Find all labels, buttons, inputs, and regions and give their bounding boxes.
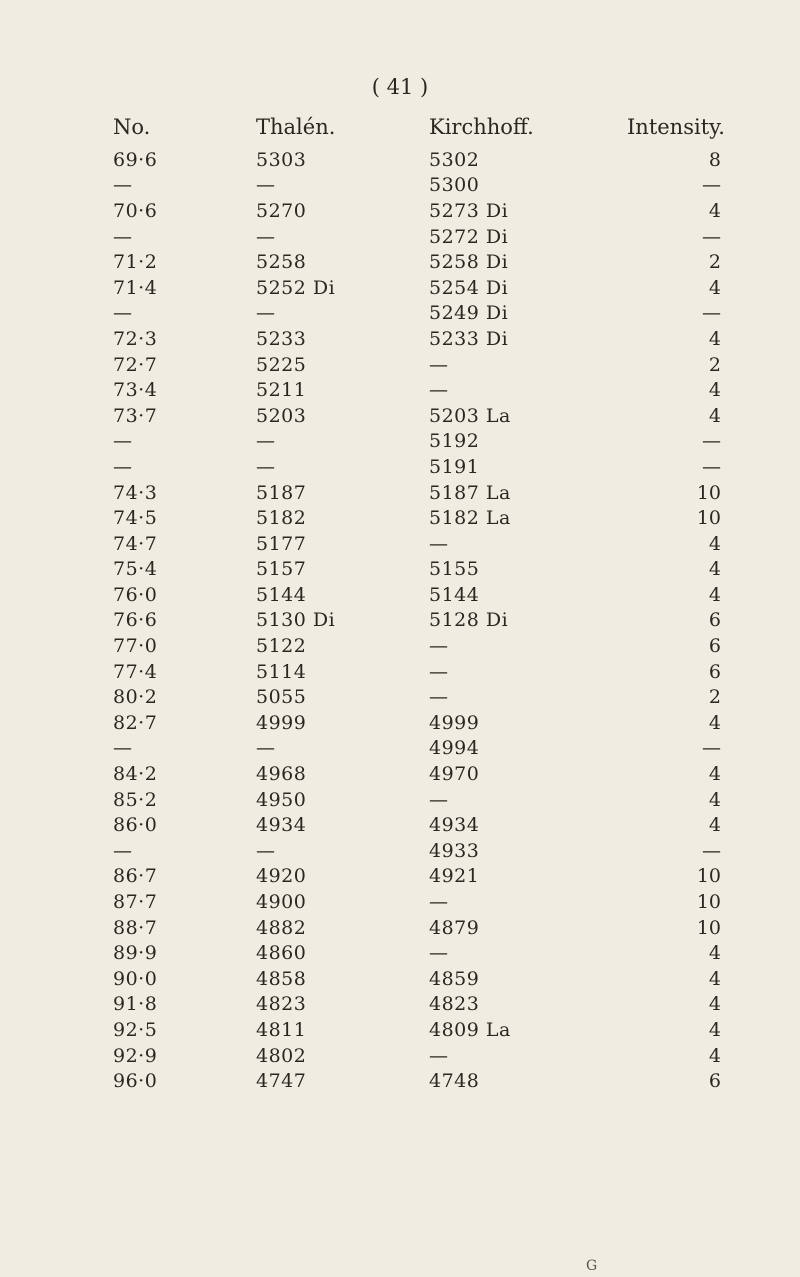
table-row (113, 429, 739, 455)
cell-thalen: — (256, 455, 276, 478)
cell-intensity: 10 (696, 507, 721, 530)
cell-intensity: 4 (708, 763, 721, 786)
cell-no: — (113, 839, 133, 862)
cell-thalen: 5303 (256, 148, 307, 171)
cell-intensity: 4 (708, 404, 721, 427)
table-header-row (113, 115, 739, 147)
cell-no: 71·2 (113, 251, 158, 274)
cell-kirchhoff: — (429, 788, 449, 811)
cell-thalen: — (256, 174, 276, 197)
table-row (113, 684, 739, 710)
cell-no: 77·4 (113, 660, 158, 683)
cell-no: 87·7 (113, 891, 158, 914)
table-row (113, 608, 739, 634)
cell-intensity: — (702, 225, 721, 248)
cell-no: — (113, 174, 133, 197)
cell-thalen: 4934 (256, 814, 307, 837)
cell-thalen: 4802 (256, 1044, 307, 1067)
cell-no: 75·4 (113, 558, 158, 581)
cell-no: 88·7 (113, 916, 158, 939)
cell-kirchhoff: 4970 (429, 763, 480, 786)
cell-no: 90·0 (113, 967, 158, 990)
cell-thalen: 5270 (256, 199, 307, 222)
cell-no: 86·0 (113, 814, 158, 837)
cell-intensity: 8 (708, 148, 721, 171)
cell-intensity: 4 (708, 583, 721, 606)
cell-no: — (113, 225, 133, 248)
table-row (113, 352, 739, 378)
cell-intensity: 4 (708, 967, 721, 990)
cell-thalen: 5211 (256, 379, 307, 402)
table-row (113, 633, 739, 659)
cell-kirchhoff: 5258 Di (429, 251, 509, 274)
cell-kirchhoff: 5187 La (429, 481, 511, 504)
cell-no: 74·5 (113, 507, 158, 530)
table-row (113, 480, 739, 506)
cell-no: 96·0 (113, 1070, 158, 1093)
cell-thalen: — (256, 302, 276, 325)
cell-intensity: 10 (696, 865, 721, 888)
cell-thalen: 5225 (256, 353, 307, 376)
table-row (113, 557, 739, 583)
cell-kirchhoff: 5191 (429, 455, 480, 478)
cell-no: 70·6 (113, 199, 158, 222)
page-number: ( 41 ) (371, 75, 429, 99)
table-row (113, 736, 739, 762)
table-row (113, 966, 739, 992)
cell-intensity: 4 (708, 993, 721, 1016)
cell-no: 74·3 (113, 481, 158, 504)
cell-thalen: 5252 Di (256, 276, 336, 299)
cell-intensity: 4 (708, 199, 721, 222)
cell-kirchhoff: 5128 Di (429, 609, 509, 632)
cell-intensity: 4 (708, 276, 721, 299)
cell-thalen: 4920 (256, 865, 307, 888)
table-body (113, 147, 739, 1094)
header-kirchhoff: Kirchhoff. (429, 115, 534, 139)
table-row (113, 377, 739, 403)
cell-thalen: 4968 (256, 763, 307, 786)
cell-thalen: 4823 (256, 993, 307, 1016)
cell-no: 84·2 (113, 763, 158, 786)
table-row (113, 147, 739, 173)
cell-no: 77·0 (113, 635, 158, 658)
cell-kirchhoff: 4934 (429, 814, 480, 837)
cell-thalen: 5144 (256, 583, 307, 606)
cell-thalen: 5114 (256, 660, 307, 683)
table-row (113, 710, 739, 736)
cell-kirchhoff: — (429, 635, 449, 658)
cell-kirchhoff: 5300 (429, 174, 480, 197)
cell-no: — (113, 737, 133, 760)
table-row (113, 454, 739, 480)
cell-kirchhoff: — (429, 660, 449, 683)
cell-kirchhoff: 4994 (429, 737, 480, 760)
table-row (113, 198, 739, 224)
table-row (113, 1043, 739, 1069)
cell-kirchhoff: 5254 Di (429, 276, 509, 299)
table-row (113, 531, 739, 557)
cell-kirchhoff: — (429, 1044, 449, 1067)
cell-kirchhoff: 5233 Di (429, 327, 509, 350)
table-row (113, 275, 739, 301)
cell-no: 71·4 (113, 276, 158, 299)
cell-kirchhoff: 4933 (429, 839, 480, 862)
table-row (113, 1068, 739, 1094)
cell-kirchhoff: 5273 Di (429, 199, 509, 222)
cell-kirchhoff: 4823 (429, 993, 480, 1016)
cell-thalen: 5177 (256, 532, 307, 555)
table-row (113, 889, 739, 915)
cell-thalen: 4860 (256, 942, 307, 965)
cell-kirchhoff: 4921 (429, 865, 480, 888)
table-row (113, 505, 739, 531)
cell-no: — (113, 455, 133, 478)
cell-intensity: 10 (696, 916, 721, 939)
header-intensity: Intensity. (627, 115, 725, 139)
cell-thalen: 4999 (256, 711, 307, 734)
cell-intensity: — (702, 430, 721, 453)
cell-kirchhoff: — (429, 379, 449, 402)
table-row (113, 1017, 739, 1043)
cell-no: 72·3 (113, 327, 158, 350)
spectral-lines-table (113, 115, 739, 1094)
cell-intensity: 4 (708, 327, 721, 350)
cell-kirchhoff: 4859 (429, 967, 480, 990)
cell-intensity: 4 (708, 532, 721, 555)
cell-intensity: 4 (708, 1018, 721, 1041)
cell-thalen: 5187 (256, 481, 307, 504)
cell-intensity: 10 (696, 891, 721, 914)
table-row (113, 787, 739, 813)
cell-thalen: 4811 (256, 1018, 307, 1041)
table-row (113, 915, 739, 941)
cell-kirchhoff: 5144 (429, 583, 480, 606)
cell-intensity: 4 (708, 558, 721, 581)
cell-no: 73·4 (113, 379, 158, 402)
cell-no: 76·0 (113, 583, 158, 606)
header-thalen: Thalén. (256, 115, 336, 139)
header-no: No. (113, 115, 151, 139)
cell-thalen: 4858 (256, 967, 307, 990)
cell-kirchhoff: — (429, 891, 449, 914)
cell-kirchhoff: 4748 (429, 1070, 480, 1093)
table-row (113, 659, 739, 685)
cell-intensity: 4 (708, 379, 721, 402)
cell-intensity: — (702, 174, 721, 197)
cell-thalen: 4900 (256, 891, 307, 914)
cell-no: 89·9 (113, 942, 158, 965)
cell-kirchhoff: 5249 Di (429, 302, 509, 325)
table-row (113, 224, 739, 250)
cell-thalen: 4747 (256, 1070, 307, 1093)
cell-kirchhoff: — (429, 532, 449, 555)
cell-thalen: 5122 (256, 635, 307, 658)
cell-no: 69·6 (113, 148, 158, 171)
cell-intensity: 4 (708, 711, 721, 734)
cell-kirchhoff: 5192 (429, 430, 480, 453)
cell-thalen: — (256, 430, 276, 453)
cell-kirchhoff: 5182 La (429, 507, 511, 530)
cell-no: 91·8 (113, 993, 158, 1016)
cell-no: 85·2 (113, 788, 158, 811)
cell-no: 74·7 (113, 532, 158, 555)
cell-intensity: — (702, 455, 721, 478)
cell-thalen: 5258 (256, 251, 307, 274)
cell-intensity: 4 (708, 942, 721, 965)
cell-kirchhoff: 5272 Di (429, 225, 509, 248)
cell-kirchhoff: 4809 La (429, 1018, 511, 1041)
cell-intensity: 6 (708, 635, 721, 658)
cell-thalen: 4882 (256, 916, 307, 939)
cell-no: 86·7 (113, 865, 158, 888)
table-row (113, 173, 739, 199)
cell-intensity: 6 (708, 660, 721, 683)
cell-intensity: 4 (708, 788, 721, 811)
table-row (113, 761, 739, 787)
cell-intensity: 4 (708, 1044, 721, 1067)
table-row (113, 812, 739, 838)
cell-no: 73·7 (113, 404, 158, 427)
table-row (113, 326, 739, 352)
cell-intensity: 6 (708, 609, 721, 632)
table-row (113, 249, 739, 275)
cell-intensity: — (702, 737, 721, 760)
cell-no: 72·7 (113, 353, 158, 376)
cell-intensity: — (702, 302, 721, 325)
cell-intensity: — (702, 839, 721, 862)
table-row (113, 301, 739, 327)
cell-no: 92·5 (113, 1018, 158, 1041)
signature-mark: G (586, 1258, 598, 1274)
cell-thalen: 5203 (256, 404, 307, 427)
cell-kirchhoff: 4879 (429, 916, 480, 939)
table-row (113, 864, 739, 890)
cell-kirchhoff: 4999 (429, 711, 480, 734)
cell-thalen: 5130 Di (256, 609, 336, 632)
table-row (113, 992, 739, 1018)
cell-kirchhoff: 5302 (429, 148, 480, 171)
cell-no: 76·6 (113, 609, 158, 632)
cell-intensity: 6 (708, 1070, 721, 1093)
cell-kirchhoff: — (429, 942, 449, 965)
table-row (113, 403, 739, 429)
table-row (113, 838, 739, 864)
cell-intensity: 10 (696, 481, 721, 504)
cell-no: 82·7 (113, 711, 158, 734)
cell-thalen: 5182 (256, 507, 307, 530)
cell-kirchhoff: 5203 La (429, 404, 511, 427)
cell-thalen: 4950 (256, 788, 307, 811)
cell-no: — (113, 302, 133, 325)
cell-no: 92·9 (113, 1044, 158, 1067)
cell-intensity: 2 (708, 353, 721, 376)
cell-no: — (113, 430, 133, 453)
cell-kirchhoff: — (429, 353, 449, 376)
cell-thalen: 5055 (256, 686, 307, 709)
cell-thalen: 5233 (256, 327, 307, 350)
cell-intensity: 2 (708, 251, 721, 274)
cell-intensity: 2 (708, 686, 721, 709)
cell-no: 80·2 (113, 686, 158, 709)
cell-intensity: 4 (708, 814, 721, 837)
table-row (113, 940, 739, 966)
table-row (113, 582, 739, 608)
cell-kirchhoff: — (429, 686, 449, 709)
cell-thalen: — (256, 839, 276, 862)
cell-thalen: 5157 (256, 558, 307, 581)
cell-thalen: — (256, 225, 276, 248)
cell-kirchhoff: 5155 (429, 558, 480, 581)
cell-thalen: — (256, 737, 276, 760)
